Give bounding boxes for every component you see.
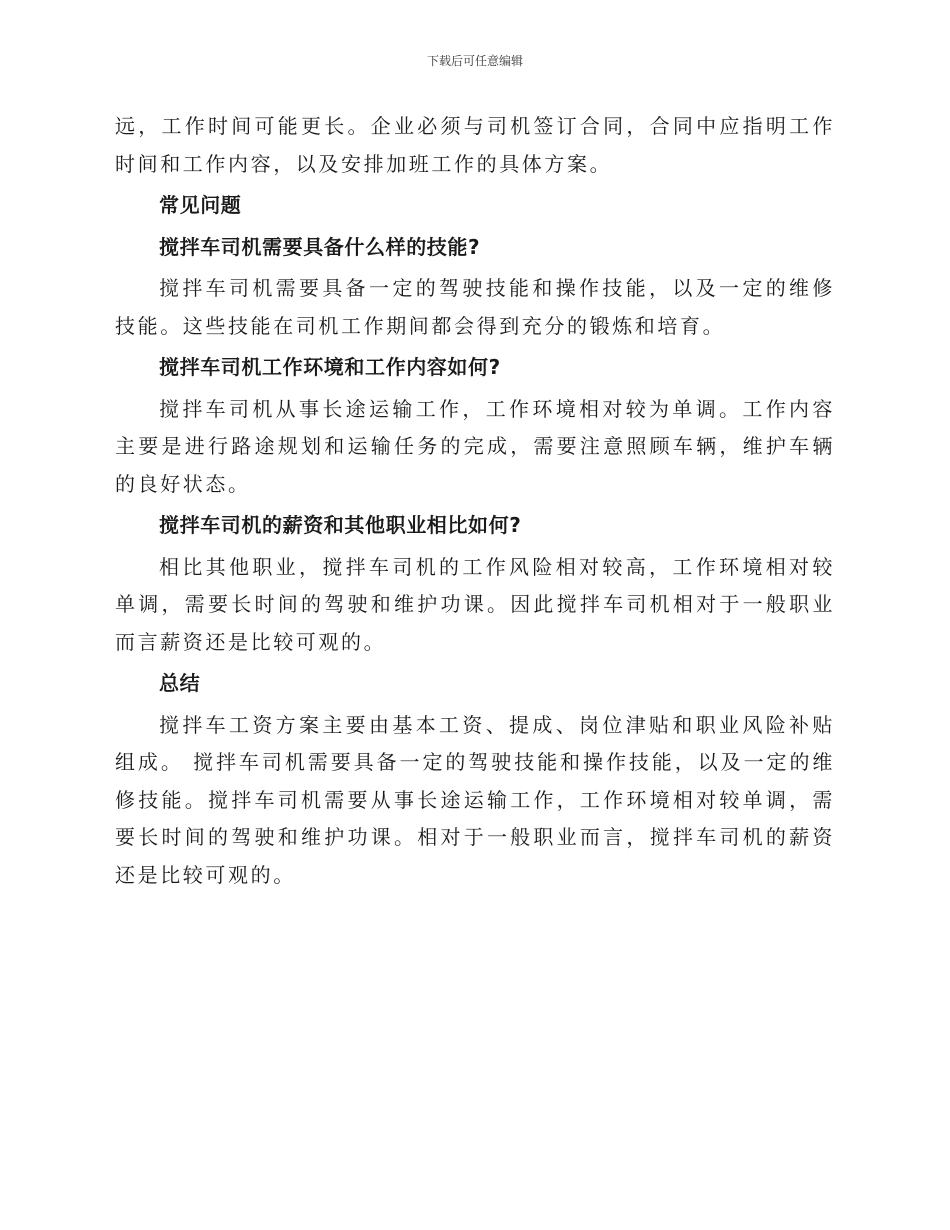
faq-heading: 常见问题 <box>159 193 242 217</box>
answer-paragraph: 搅拌车司机需要具备一定的驾驶技能和操作技能，以及一定的维修技能。这些技能在司机工作期间都会得到充分的锻炼和培育。 <box>115 276 835 338</box>
answer-paragraph: 相比其他职业，搅拌车司机的工作风险相对较高，工作环境相对较单调，需要长时间的驾驶和维护功课。因此搅拌车司机相对于一般职业而言薪资还是比较可观的。 <box>115 554 835 654</box>
question-heading: 搅拌车司机需要具备什么样的技能? <box>159 234 481 259</box>
page-header: 下载后可任意编辑 <box>426 54 523 68</box>
question-heading: 搅拌车司机工作环境和工作内容如何? <box>159 355 501 379</box>
question-heading: 搅拌车司机的薪资和其他职业相比如何? <box>159 513 522 537</box>
summary-heading: 总结 <box>159 671 201 695</box>
answer-paragraph: 搅拌车司机从事长途运输工作，工作环境相对较为单调。工作内容主要是进行路途规划和运输任务的完成，需要注意照顾车辆，维护车辆的良好状态。 <box>115 396 835 496</box>
summary-paragraph: 搅拌车工资方案主要由基本工资、提成、岗位津贴和职业风险补贴组成。 搅拌车司机需要具备一定的驾驶技能和操作技能，以及一定的维修技能。搅拌车司机需要从事长途运输工作，工作环境相对较单调，需要长时间的驾驶和维护功课。相对于一般职业而言，搅拌车司机的薪资还是比较可观的。 <box>115 712 835 887</box>
intro-paragraph: 远，工作时间可能更长。企业必须与司机签订合同，合同中应指明工作时间和工作内容，以及安排加班工作的具体方案。 <box>115 114 835 176</box>
document-body <box>115 108 835 894</box>
